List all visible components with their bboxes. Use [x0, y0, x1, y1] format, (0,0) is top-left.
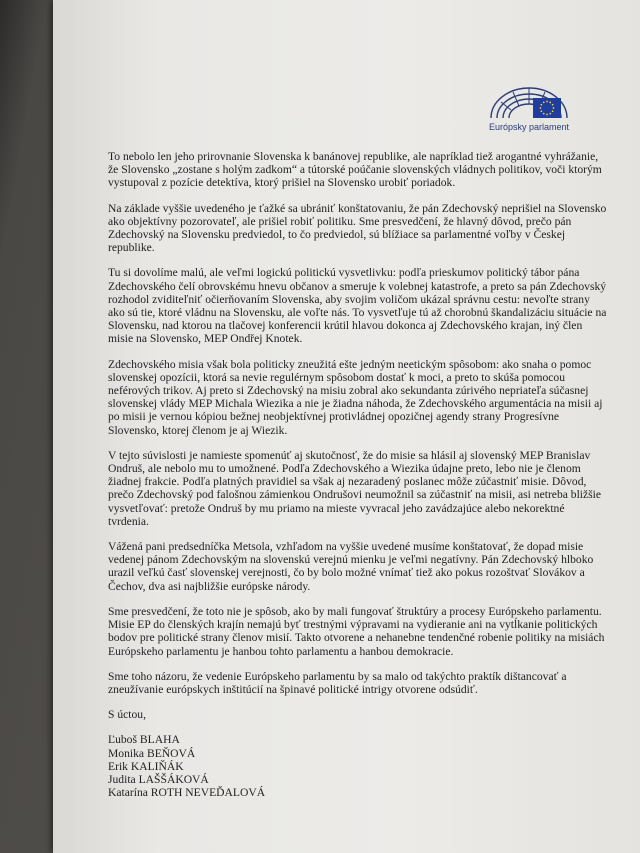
signatory-list: [108, 733, 608, 799]
flag-star: [549, 101, 551, 103]
flag-star: [546, 101, 548, 103]
flag-star: [552, 110, 554, 112]
signatory-name: Ľuboš BLAHA: [108, 733, 180, 747]
flag-star: [546, 114, 548, 116]
paragraph: Sme toho názoru, že vedenie Európskeho parlamentu by sa malo od takýchto praktík dištancovať a zneužívanie európskych inštitúcií na špinavé politické intrigy otvorene odsúdiť.: [108, 669, 567, 696]
hemicycle-flag-icon: [487, 84, 571, 122]
paragraph: Na základe vyššie uvedeného je ťažké sa ubrániť konštatovaniu, že pán Zdechovský neprišiel na Slovensko ako objektívny pozorovateľ, ale prišiel robiť politiku. Sme presvedčení, že hlavný dôvod, prečo pán Zdechovský na Slovensku predviedol, to čo predviedol, sú blížiace sa parlamentné voľby v Českej republike.: [108, 201, 607, 255]
signatory-name: Erik KALIŇÁK: [108, 759, 184, 773]
logo-caption: Európsky parlament: [488, 122, 570, 132]
flag-star: [540, 110, 542, 112]
signatory-name: Judita LAŠŠÁKOVÁ: [108, 772, 209, 786]
flag-star: [543, 113, 545, 115]
flag-star: [543, 101, 545, 103]
european-parliament-logo: [487, 84, 571, 136]
flag-star: [540, 107, 542, 109]
signatory-name: Monika BEŇOVÁ: [108, 746, 196, 760]
flag-star: [540, 104, 542, 106]
paragraph: Vážená pani predsedníčka Metsola, vzhľadom na vyššie uvedené musíme konštatovať, že dopad misie vedenej pánom Zdechovským na slovenskú verejnú mienku je veľmi negatívny. Pán Zdechovský hlboko urazil veľkú časť slovenskej verejnosti, čo by bolo možné vnímať tiež ako pokus rozoštvať Slovákov a Čechov, dva asi najbližšie európske národy.: [108, 540, 594, 593]
signatory-name: Katarína ROTH NEVEĎALOVÁ: [108, 786, 266, 800]
flag-star: [552, 104, 554, 106]
closing-salutation: S úctou,: [108, 708, 147, 722]
letter-body: [108, 150, 608, 799]
flag-star: [553, 107, 555, 109]
paragraph: Zdechovského misia však bola politicky zneužitá ešte jedným neetickým spôsobom: ako snaha o pomoc slovenskej opozícii, ktorá sa nevie regulérnym spôsobom dostať k moci, a preto to skúša pomocou neférových trikov. Aj preto si Zdechovský na misiu zobral ako sekundanta zúrivého nepriateľa súčasnej slovenskej vlády MEP Michala Wiezika a nie je žiadna náhoda, že Zdechovského argumentácia na misii aj po misii je vernou kópiou bežnej neobjektívnej protivládnej opozičnej agendy strany Progresívne Slovensko, ktorej členom je aj Wiezik.: [108, 357, 603, 437]
paragraph: Tu si dovolíme malú, ale veľmi logickú politickú vysvetlivku: podľa prieskumov politický tábor pána Zdechovského čelí obrovskému hnevu občanov a smeruje k volebnej katastrofe, a preto sa pán Zdechovský rozhodol zviditeľniť očierňovaním Slovenska, aby svojim voličom ukázal správnu cestu: nevoľte strany ako sú tie, ktoré vládnu na Slovensku, ale voľte nás. To vysvetľuje tú až chorobnú škandalizáciu situácie na Slovensku, nad ktorou na tlačovej konferencii krútil hlavou dokonca aj Zdechovského krajan, iný člen misie na Slovensko, MEP Ondřej Knotek.: [108, 266, 607, 346]
paragraph: To nebolo len jeho prirovnanie Slovenska k banánovej republike, ale napríklad tiež arogantné vyhrážanie, že Slovensko „zostane s holým zadkom“ a tútorské poúčanie slovenských vládnych politikov, voči ktorým vystupoval z pozície detektíva, ktorý prišiel na Slovensko urobiť poriadok.: [108, 150, 602, 190]
flag-star: [549, 113, 551, 115]
paragraph: Sme presvedčení, že toto nie je spôsob, ako by mali fungovať štruktúry a procesy Európskeho parlamentu. Misie EP do členských krajín nemajú byť trestnými výpravami na vydieranie ani na vytĺkanie politických bodov pre politické strany členov misií. Takto otvorene a nehanebne tendenčné robenie politiky na misiách Európskeho parlamentu je hanbou tohto parlamentu a hanbou demokracie.: [108, 604, 605, 658]
paragraph: V tejto súvislosti je namieste spomenúť aj skutočnosť, že do misie sa hlásil aj slovenský MEP Branislav Ondruš, ale nebolo mu to umožnené. Podľa Zdechovského a Wiezika údajne preto, lebo nie je členom žiadnej frakcie. Podľa platných pravidiel sa však aj nezaradený poslanec môže zúčastniť misie. Dôvod, prečo Zdechovský pod falošnou zámienkou Ondrušovi neumožnil sa zúčastniť na misii, asi netreba bližšie vysvetľovať: pretože Ondruš by mu priamo na mieste vyvracal jeho zavádzajúce alebo nekorektné tvrdenia.: [108, 448, 602, 528]
